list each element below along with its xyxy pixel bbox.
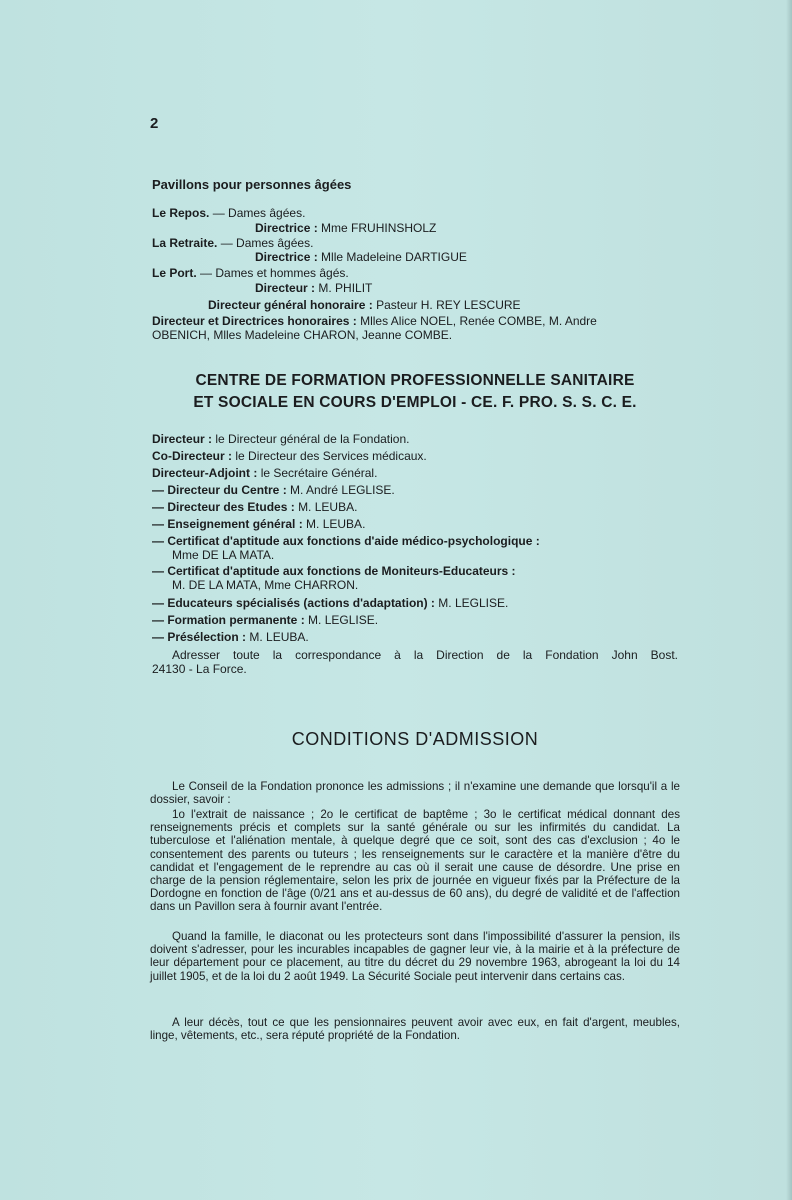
honorary-directors-value-1: Mlles Alice NOEL, Renée COMBE, M. Andre xyxy=(360,314,597,328)
centre-directeur-etudes xyxy=(152,500,357,515)
centre-cap-value: Mme DE LA MATA. xyxy=(172,548,275,562)
honorary-dg-value: Pasteur H. REY LESCURE xyxy=(376,298,521,312)
conditions-heading: CONDITIONS D'ADMISSION xyxy=(291,729,539,749)
repos-desc: — Dames âgées. xyxy=(212,206,306,220)
page-number: 2 xyxy=(150,115,159,132)
page-fold-shadow xyxy=(786,0,792,1200)
conditions-p1-text: Le Conseil de la Fondation prononce les admissions ; il n'examine une demande que lorsqu'il a le dossier, savoir : xyxy=(150,780,680,807)
centre-adjoint-label: Directeur-Adjoint : xyxy=(152,466,258,480)
centre-cam-label-text: — Certificat d'aptitude aux fonctions de Moniteurs-Educateurs : xyxy=(152,564,516,578)
conditions-p3-text: Quand la famille, le diaconat ou les protecteurs sont dans l'impossibilité d'assurer la pension, ils doivent s'adresser, pour les incurables incapables de gagner leur vie, à la mairie et à la préfecture de leur département pour ce placement, au titre du décret du 29 novembre 1963, abrogeant la loi du 14 juillet 1905, et de la loi du 2 août 1949. La Sécurité Sociale peut intervenir dans certains cas. xyxy=(150,930,680,983)
repos-director xyxy=(255,221,436,236)
centre-codirecteur-value: le Directeur des Services médicaux. xyxy=(235,449,427,463)
honorary-dg-label: Directeur général honoraire : xyxy=(208,298,373,312)
repos-line xyxy=(152,206,305,221)
conditions-paragraph-2 xyxy=(150,808,680,914)
centre-etudes-value: M. LEUBA. xyxy=(298,500,358,514)
retraite-director xyxy=(255,250,467,265)
centre-cam-label xyxy=(152,564,516,579)
centre-address-line-1: Adresser toute la correspondance à la Direction de la Fondation John Bost. xyxy=(172,648,678,662)
port-name: Le Port. xyxy=(152,266,197,280)
centre-formation xyxy=(152,613,378,628)
centre-educateurs xyxy=(152,596,508,611)
repos-name: Le Repos. xyxy=(152,206,210,220)
centre-etudes-label: — Directeur des Etudes : xyxy=(152,500,295,514)
pavillons-heading: Pavillons pour personnes âgées xyxy=(152,177,352,192)
retraite-director-label: Directrice : xyxy=(255,250,318,264)
centre-educ-label: — Educateurs spécialisés (actions d'adaptation) : xyxy=(152,596,435,610)
centre-address-line-2: 24130 - La Force. xyxy=(152,662,247,676)
centre-cap-label-text: — Certificat d'aptitude aux fonctions d'aide médico-psychologique : xyxy=(152,534,540,548)
conditions-paragraph-3 xyxy=(150,930,680,983)
port-director xyxy=(255,281,372,296)
centre-title-line-1: CENTRE DE FORMATION PROFESSIONNELLE SANITAIRE xyxy=(195,372,635,389)
centre-presel-label: — Présélection : xyxy=(152,630,247,644)
centre-directeur xyxy=(152,432,410,447)
centre-general-label: — Enseignement général : xyxy=(152,517,303,531)
centre-directeur-label: Directeur : xyxy=(152,432,213,446)
centre-codirecteur xyxy=(152,449,427,464)
centre-general-value: M. LEUBA. xyxy=(306,517,366,531)
centre-cap-label xyxy=(152,534,540,549)
repos-director-value: Mme FRUHINSHOLZ xyxy=(321,221,437,235)
port-line xyxy=(152,266,349,281)
honorary-director-general xyxy=(208,298,521,313)
conditions-paragraph-1 xyxy=(150,780,680,806)
retraite-line xyxy=(152,236,313,251)
retraite-desc: — Dames âgées. xyxy=(220,236,314,250)
centre-directeur-du-centre xyxy=(152,483,395,498)
centre-codirecteur-label: Co-Directeur : xyxy=(152,449,233,463)
repos-director-label: Directrice : xyxy=(255,221,318,235)
centre-form-value: M. LEGLISE. xyxy=(308,613,379,627)
centre-title-line-2: ET SOCIALE EN COURS D'EMPLOI - CE. F. PRO. S. S. C. E. xyxy=(193,394,637,411)
retraite-name: La Retraite. xyxy=(152,236,218,250)
conditions-p4-text: A leur décès, tout ce que les pensionnaires peuvent avoir avec eux, en fait d'argent, meubles, linge, vêtements, etc., sera réputé propriété de la Fondation. xyxy=(150,1016,680,1043)
centre-presel-value: M. LEUBA. xyxy=(249,630,309,644)
centre-form-label: — Formation permanente : xyxy=(152,613,305,627)
centre-centre-label: — Directeur du Centre : xyxy=(152,483,287,497)
centre-educ-value: M. LEGLISE. xyxy=(438,596,509,610)
honorary-directors-label: Directeur et Directrices honoraires : xyxy=(152,314,357,328)
centre-adjoint-value: le Secrétaire Général. xyxy=(260,466,378,480)
conditions-p2-text: 1o l'extrait de naissance ; 2o le certificat de baptême ; 3o le certificat médical donnant des renseignements précis et complets sur la santé générale ou sur les infirmités du candidat. La tuberculose et l'aliénation mentale, à quelque degré que ce soit, sont des cas d'exclusion ; 4o le consentement des parents ou tuteurs ; les renseignements sur le caractère et la manière d'être du candidat et l'engagement de le reprendre au cas où il serait une cause de désordre. Une prise en charge de la pension réglementaire, selon les prix de journée en vigueur fixés par la Préfecture de la Dordogne en fonction de l'âge (0/21 ans et au-dessus de 60 ans), du degré de validité et de l'affection dans un Pavillon sera à fournir avant l'entrée. xyxy=(150,808,680,914)
centre-enseignement-general xyxy=(152,517,365,532)
retraite-director-value: Mlle Madeleine DARTIGUE xyxy=(321,250,467,264)
port-director-value: M. PHILIT xyxy=(318,281,373,295)
conditions-paragraph-4 xyxy=(150,1016,680,1042)
honorary-directors xyxy=(152,314,597,329)
port-desc: — Dames et hommes âgés. xyxy=(200,266,349,280)
port-director-label: Directeur : xyxy=(255,281,316,295)
centre-preselection xyxy=(152,630,309,645)
centre-directeur-value: le Directeur général de la Fondation. xyxy=(215,432,410,446)
centre-directeur-adjoint xyxy=(152,466,377,481)
centre-centre-value: M. André LEGLISE. xyxy=(290,483,395,497)
centre-cam-value: M. DE LA MATA, Mme CHARRON. xyxy=(172,578,359,592)
honorary-directors-value-2: OBENICH, Mlles Madeleine CHARON, Jeanne COMBE. xyxy=(152,328,453,342)
